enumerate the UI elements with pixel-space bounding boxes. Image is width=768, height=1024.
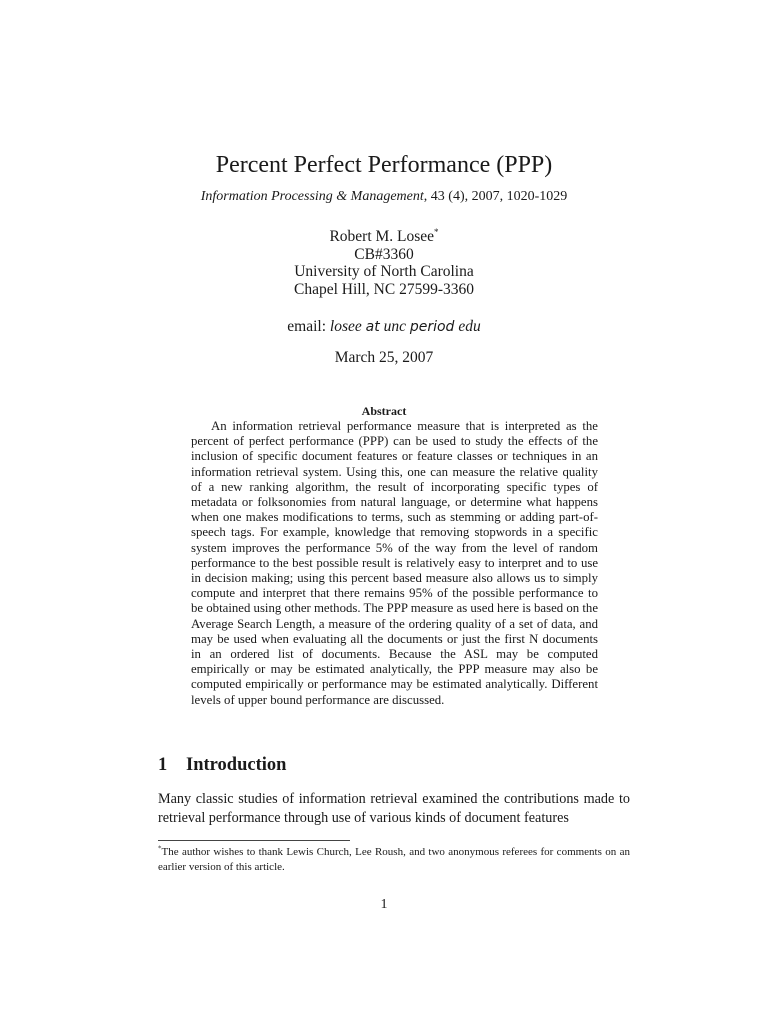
paper-title: Percent Perfect Performance (PPP) <box>215 152 553 178</box>
author-name-line <box>0 228 768 246</box>
abstract-text: An information retrieval performance measure that is interpreted as the percent of perfect performance (PPP) can be used to study the effects of the inclusion of specific document features or feature classes or techniques in an information retrieval system. Using this, one can measure the relative quality of a new ranking algorithm, the result of incorporating specific types of metadata or folksonomies from natural language, or determine what happens when one makes modifications to terms, such as stemming or adding part-of-speech tags. For example, knowledge that removing stopwords in a specific system improves the performance 5% of the way from the level of random performance to the best possible result is relatively easy to interpret and to use in decision making; using this percent based measure also allows us to simply compute and interpret that there remains 95% of the possible performance to be obtained using other methods. The PPP measure as used here is based on the Average Search Length, a measure of the ordering quality of a set of data, and may be used when evaluating all the documents or just the first N documents in an ordered list of documents. Because the ASL may be computed empirically or may be estimated analytically, the PPP measure may also be computed empirically or performance may be estimated analytically. Different levels of upper bound performance are discussed. <box>191 419 598 707</box>
paper-date: March 25, 2007 <box>334 349 434 366</box>
footnote-text: The author wishes to thank Lewis Church, Lee Roush, and two anonymous referees for comments on an earlier version of this article. <box>158 846 630 873</box>
email-at: at <box>365 319 380 335</box>
abstract-heading: Abstract <box>361 404 407 418</box>
author-institution: University of North Carolina <box>294 263 474 280</box>
author-email <box>0 318 768 336</box>
journal-name: Information Processing & Management <box>200 189 424 204</box>
section-title: Introduction <box>186 755 287 775</box>
footnote <box>158 845 630 875</box>
footnote-mark: * <box>158 844 162 853</box>
author-city: Chapel Hill, NC 27599-3360 <box>294 280 474 298</box>
publication-details: , 43 (4), 2007, 1020-1029 <box>423 189 568 204</box>
section-heading <box>158 753 286 777</box>
page-number: 1 <box>380 897 388 912</box>
email-label: email: <box>287 318 327 335</box>
introduction-text: Many classic studies of information retrieval examined the contributions made to retrieval performance through use of various kinds of document features <box>158 791 630 826</box>
author-name: Robert M. Losee <box>329 228 435 245</box>
section-number: 1 <box>158 755 168 775</box>
email-tld: edu <box>458 318 481 335</box>
author-footnote-mark: * <box>434 226 439 237</box>
author-box: CB#3360 <box>354 245 414 263</box>
footnote-divider <box>158 840 350 841</box>
email-user: losee <box>329 318 362 335</box>
email-period: period <box>409 319 455 335</box>
author-block <box>0 228 768 298</box>
email-domain: unc <box>383 318 406 335</box>
publication-venue <box>0 188 768 206</box>
